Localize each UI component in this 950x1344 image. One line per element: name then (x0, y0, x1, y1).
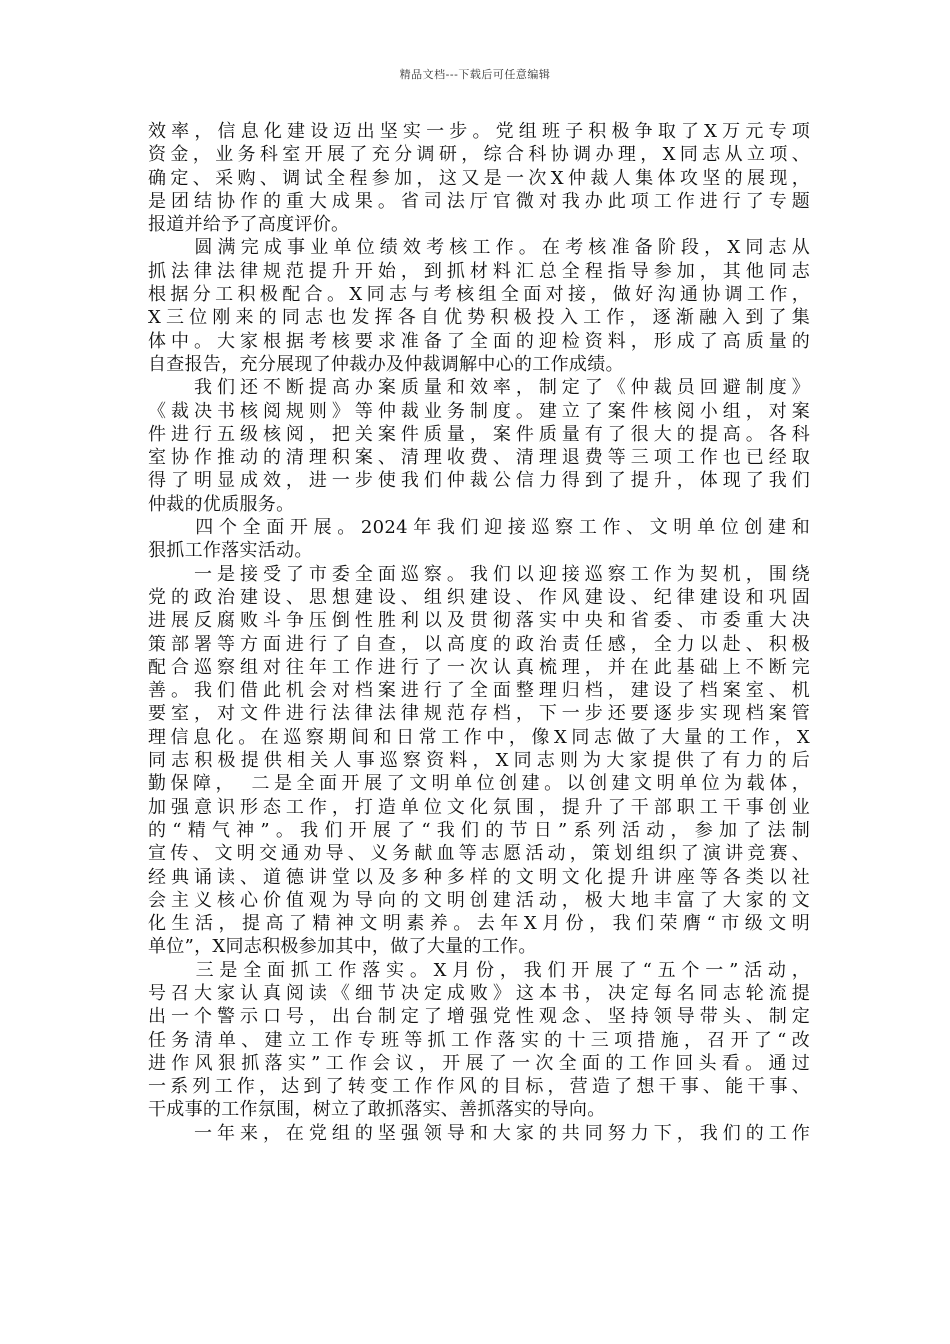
text-line: 抓法律法律规范提升开始，到抓材料汇总全程指导参加，其他同志 (148, 260, 810, 282)
text-line: 会主义核心价值观为导向的文明创建活动，极大地丰富了大家的文 (148, 889, 810, 911)
text-line: 出一个警示口号，出台制定了增强党性观念、坚持领导带头、制定 (148, 1006, 810, 1028)
text-line: 仲裁的优质服务。 (148, 493, 295, 515)
text-line: 报道并给予了高度评价。 (148, 214, 350, 236)
text-line: 要室，对文件进行法律法律规范存档，下一步还要逐步实现档案管 (148, 703, 810, 725)
text-line: 三是全面抓工作落实。X月份，我们开展了“五个一”活动， (148, 959, 810, 981)
text-line: 配合巡察组对往年工作进行了一次认真梳理，并在此基础上不断完 (148, 656, 810, 678)
text-line: 党的政治建设、思想建设、组织建设、作风建设、纪律建设和巩固 (148, 586, 810, 608)
text-line: 的“精气神”。我们开展了“我们的节日”系列活动，参加了法制 (148, 819, 810, 841)
text-line: 我们还不断提高办案质量和效率，制定了《仲裁员回避制度》 (148, 377, 810, 399)
text-line: 得了明显成效，进一步使我们仲裁公信力得到了提升，体现了我们 (148, 470, 810, 492)
text-line: 资金，业务科室开展了充分调研，综合科协调办理，X同志从立项、 (148, 144, 810, 166)
text-line: 圆满完成事业单位绩效考核工作。在考核准备阶段，X同志从 (148, 237, 810, 259)
document-body (148, 120, 810, 1145)
text-line: 室协作推动的清理积案、清理收费、清理退费等三项工作也已经取 (148, 447, 810, 469)
text-line: 宣传、文明交通劝导、义务献血等志愿活动，策划组织了演讲竞赛、 (148, 843, 810, 865)
text-line: 根据分工积极配合。X同志与考核组全面对接，做好沟通协调工作， (148, 284, 810, 306)
text-line: 任务清单、建立工作专班等抓工作落实的十三项措施，召开了“改 (148, 1029, 810, 1051)
text-line: 干成事的工作氛围，树立了敢抓落实、善抓落实的导向。 (148, 1099, 606, 1121)
text-line: 理信息化。在巡察期间和日常工作中，像X同志做了大量的工作，X (148, 726, 810, 748)
text-line: 确定、采购、调试全程参加，这又是一次X仲裁人集体攻坚的展现， (148, 167, 810, 189)
text-line: 单位”，X同志积极参加其中，做了大量的工作。 (148, 936, 537, 958)
text-line: 一系列工作，达到了转变工作作风的目标，营造了想干事、能干事、 (148, 1076, 810, 1098)
text-line: 效率，信息化建设迈出坚实一步。党组班子积极争取了X万元专项 (148, 121, 810, 142)
text-line: X三位刚来的同志也发挥各自优势积极投入工作，逐渐融入到了集 (148, 307, 810, 329)
text-line: 件进行五级核阅，把关案件质量，案件质量有了很大的提高。各科 (148, 423, 810, 445)
text-line: 进展反腐败斗争压倒性胜利以及贯彻落实中央和省委、市委重大决 (148, 610, 810, 632)
text-line: 经典诵读、道德讲堂以及多种多样的文明文化提升讲座等各类以社 (148, 866, 810, 888)
text-line: 《裁决书核阅规则》等仲裁业务制度。建立了案件核阅小组，对案 (148, 400, 810, 422)
text-line: 善。我们借此机会对档案进行了全面整理归档，建设了档案室、机 (148, 680, 810, 702)
text-line: 号召大家认真阅读《细节决定成败》这本书，决定每名同志轮流提 (148, 982, 810, 1004)
text-line: 自查报告，充分展现了仲裁办及仲裁调解中心的工作成绩。 (148, 353, 624, 375)
text-line: 是团结协作的重大成果。省司法厅官微对我办此项工作进行了专题 (148, 190, 810, 212)
text-line: 体中。大家根据考核要求准备了全面的迎检资料，形成了高质量的 (148, 330, 810, 352)
text-line: 四个全面开展。2024年我们迎接巡察工作、文明单位创建和 (148, 517, 810, 539)
text-line: 进作风狠抓落实”工作会议，开展了一次全面的工作回头看。通过 (148, 1052, 810, 1074)
text-line: 一是接受了市委全面巡察。我们以迎接巡察工作为契机，围绕 (148, 563, 810, 585)
text-line: 加强意识形态工作，打造单位文化氛围，提升了干部职工干事创业 (148, 796, 810, 818)
text-line: 策部署等方面进行了自查，以高度的政治责任感，全力以赴、积极 (148, 633, 810, 655)
text-line: 同志积极提供相关人事巡察资料，X同志则为大家提供了有力的后 (148, 750, 810, 772)
text-line: 狠抓工作落实活动。 (148, 540, 313, 562)
text-line: 一年来，在党组的坚强领导和大家的共同努力下，我们的工作 (148, 1122, 810, 1144)
text-line: 勤保障， 二是全面开展了文明单位创建。以创建文明单位为载体， (148, 773, 810, 795)
text-line: 化生活，提高了精神文明素养。去年X月份，我们荣膺“市级文明 (148, 913, 810, 935)
page-header: 精品文档---下载后可任意编辑 (399, 68, 551, 81)
